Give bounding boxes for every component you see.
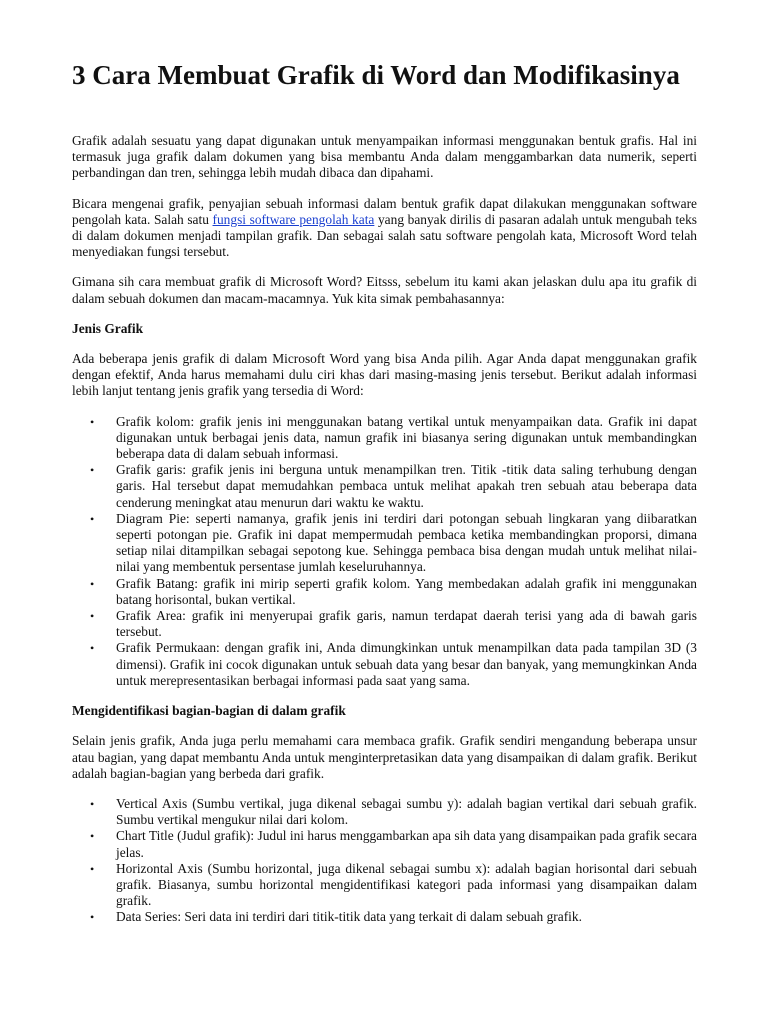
bullet-icon: •	[90, 910, 95, 925]
list-item-text: Grafik Area: grafik ini menyerupai grafik garis, namun terdapat daerah terisi yang ada di bawah garis tersebut.	[116, 608, 697, 640]
document-title: 3 Cara Membuat Grafik di Word dan Modifikasinya	[72, 60, 680, 90]
section-chart-parts-paragraph: Selain jenis grafik, Anda juga perlu memahami cara membaca grafik. Grafik sendiri mengandung beberapa unsur atau bagian, yang dapat membantu Anda untuk menginterpretasikan data yang disampaikan di dalam grafik. Berikut adalah bagian-bagian yang berbeda dari grafik.	[72, 733, 697, 781]
chart-types-list	[72, 414, 697, 689]
list-item	[72, 414, 697, 463]
bullet-icon: •	[90, 463, 95, 478]
bullet-icon: •	[90, 641, 95, 656]
section-heading-chart-parts: Mengidentifikasi bagian-bagian di dalam grafik	[72, 703, 346, 719]
list-item-text: Horizontal Axis (Sumbu horizontal, juga dikenal sebagai sumbu x): adalah bagian horisontal dari sebuah grafik. Biasanya, sumbu horizontal mengidentifikasi kategori pada informasi yang disampaikan dalam grafik.	[116, 860, 697, 909]
paragraph-software	[72, 196, 697, 261]
list-item	[72, 640, 697, 689]
list-item	[72, 462, 697, 511]
bullet-icon: •	[90, 609, 95, 624]
paragraph-software-text-after: yang banyak dirilis di pasaran adalah untuk mengubah teks di dalam dokumen menjadi tampilan grafik. Dan sebagai salah satu software pengolah kata, Microsoft Word telah menyediakan fungsi tersebut.	[72, 211, 697, 260]
list-item-text: Data Series: Seri data ini terdiri dari titik-titik data yang terkait di dalam sebuah grafik.	[116, 909, 582, 925]
list-item-text: Grafik garis: grafik jenis ini berguna untuk menampilkan tren. Titik -titik data saling terhubung dengan garis. Hal tersebut dapat memudahkan pembaca untuk melihat apakah tren sebuah atau beberapa data cenderung meningkat atau menurun dari waktu ke waktu.	[116, 462, 697, 510]
list-item-text: Vertical Axis (Sumbu vertikal, juga dikenal sebagai sumbu y): adalah bagian vertikal dari sebuah grafik. Sumbu vertikal mengukur nilai dari kolom.	[116, 795, 697, 828]
software-link[interactable]: fungsi software pengolah kata	[212, 211, 375, 227]
intro-paragraph: Grafik adalah sesuatu yang dapat digunakan untuk menyampaikan informasi menggunakan bentuk grafis. Hal ini termasuk juga grafik dalam dokumen yang bisa membantu Anda dalam menggambarkan data numerik, seperti perbandingan dan tren, sehingga lebih mudah dibaca dan dipahami.	[72, 133, 697, 181]
document-page	[72, 60, 697, 940]
list-item-text: Grafik Batang: grafik ini mirip seperti grafik kolom. Yang membedakan adalah grafik ini menggunakan batang horisontal, bukan vertikal.	[116, 575, 697, 607]
list-item	[72, 608, 697, 640]
bullet-icon: •	[90, 861, 95, 876]
paragraph-software-text-before: Bicara mengenai grafik, penyajian sebuah informasi dalam bentuk grafik dapat dilakukan menggunakan software pengolah kata. Salah satu	[72, 195, 697, 227]
bullet-icon: •	[90, 511, 95, 526]
list-item	[72, 511, 697, 576]
list-item	[72, 861, 697, 910]
list-item-text: Grafik Permukaan: dengan grafik ini, Anda dimungkinkan untuk menampilkan data pada tampilan 3D (3 dimensi). Grafik ini cocok digunakan untuk sebuah data yang besar dan banyak, yang memungkinkan Anda untuk merepresentasikan berbagai informasi pada saat yang sama.	[116, 640, 697, 688]
section-heading-jenis-grafik: Jenis Grafik	[72, 320, 144, 336]
chart-parts-list	[72, 796, 697, 926]
bullet-icon: •	[90, 414, 95, 429]
section-jenis-grafik-paragraph: Ada beberapa jenis grafik di dalam Microsoft Word yang bisa Anda pilih. Agar Anda dapat menggunakan grafik dengan efektif, Anda harus memahami dulu ciri khas dari masing-masing jenis tersebut. Berikut adalah informasi lebih lanjut tentang jenis grafik yang tersedia di Word:	[72, 351, 697, 399]
list-item-text: Grafik kolom: grafik jenis ini menggunakan batang vertikal untuk menyampaikan data. Grafik ini dapat digunakan untuk berbagai jenis data, namun grafik ini biasanya sering digunakan untuk membandingkan beberapa data di dalam sebuah informasi.	[116, 413, 697, 462]
bullet-icon: •	[90, 796, 95, 811]
list-item-text: Diagram Pie: seperti namanya, grafik jenis ini terdiri dari potongan sebuah lingkaran yang diibaratkan seperti potongan pie. Grafik ini dapat mempermudah pembaca ketika membandingkan proporsi, dimana setiap nilai ditampilkan sebagai sepotong kue. Sehingga pembaca bisa dengan mudah untuk melihat nilai-nilai yang membentuk persentase jumlah keseluruhannya.	[116, 510, 697, 575]
list-item	[72, 909, 697, 925]
list-item	[72, 828, 697, 860]
paragraph-intro-question: Gimana sih cara membuat grafik di Microsoft Word? Eitsss, sebelum itu kami akan jelaskan dulu apa itu grafik di dalam sebuah dokumen dan macam-macamnya. Yuk kita simak pembahasannya:	[72, 274, 697, 306]
list-item	[72, 796, 697, 828]
bullet-icon: •	[90, 576, 95, 591]
bullet-icon: •	[90, 829, 95, 844]
list-item	[72, 576, 697, 608]
list-item-text: Chart Title (Judul grafik): Judul ini harus menggambarkan apa sih data yang disampaikan pada grafik secara jelas.	[116, 828, 697, 860]
